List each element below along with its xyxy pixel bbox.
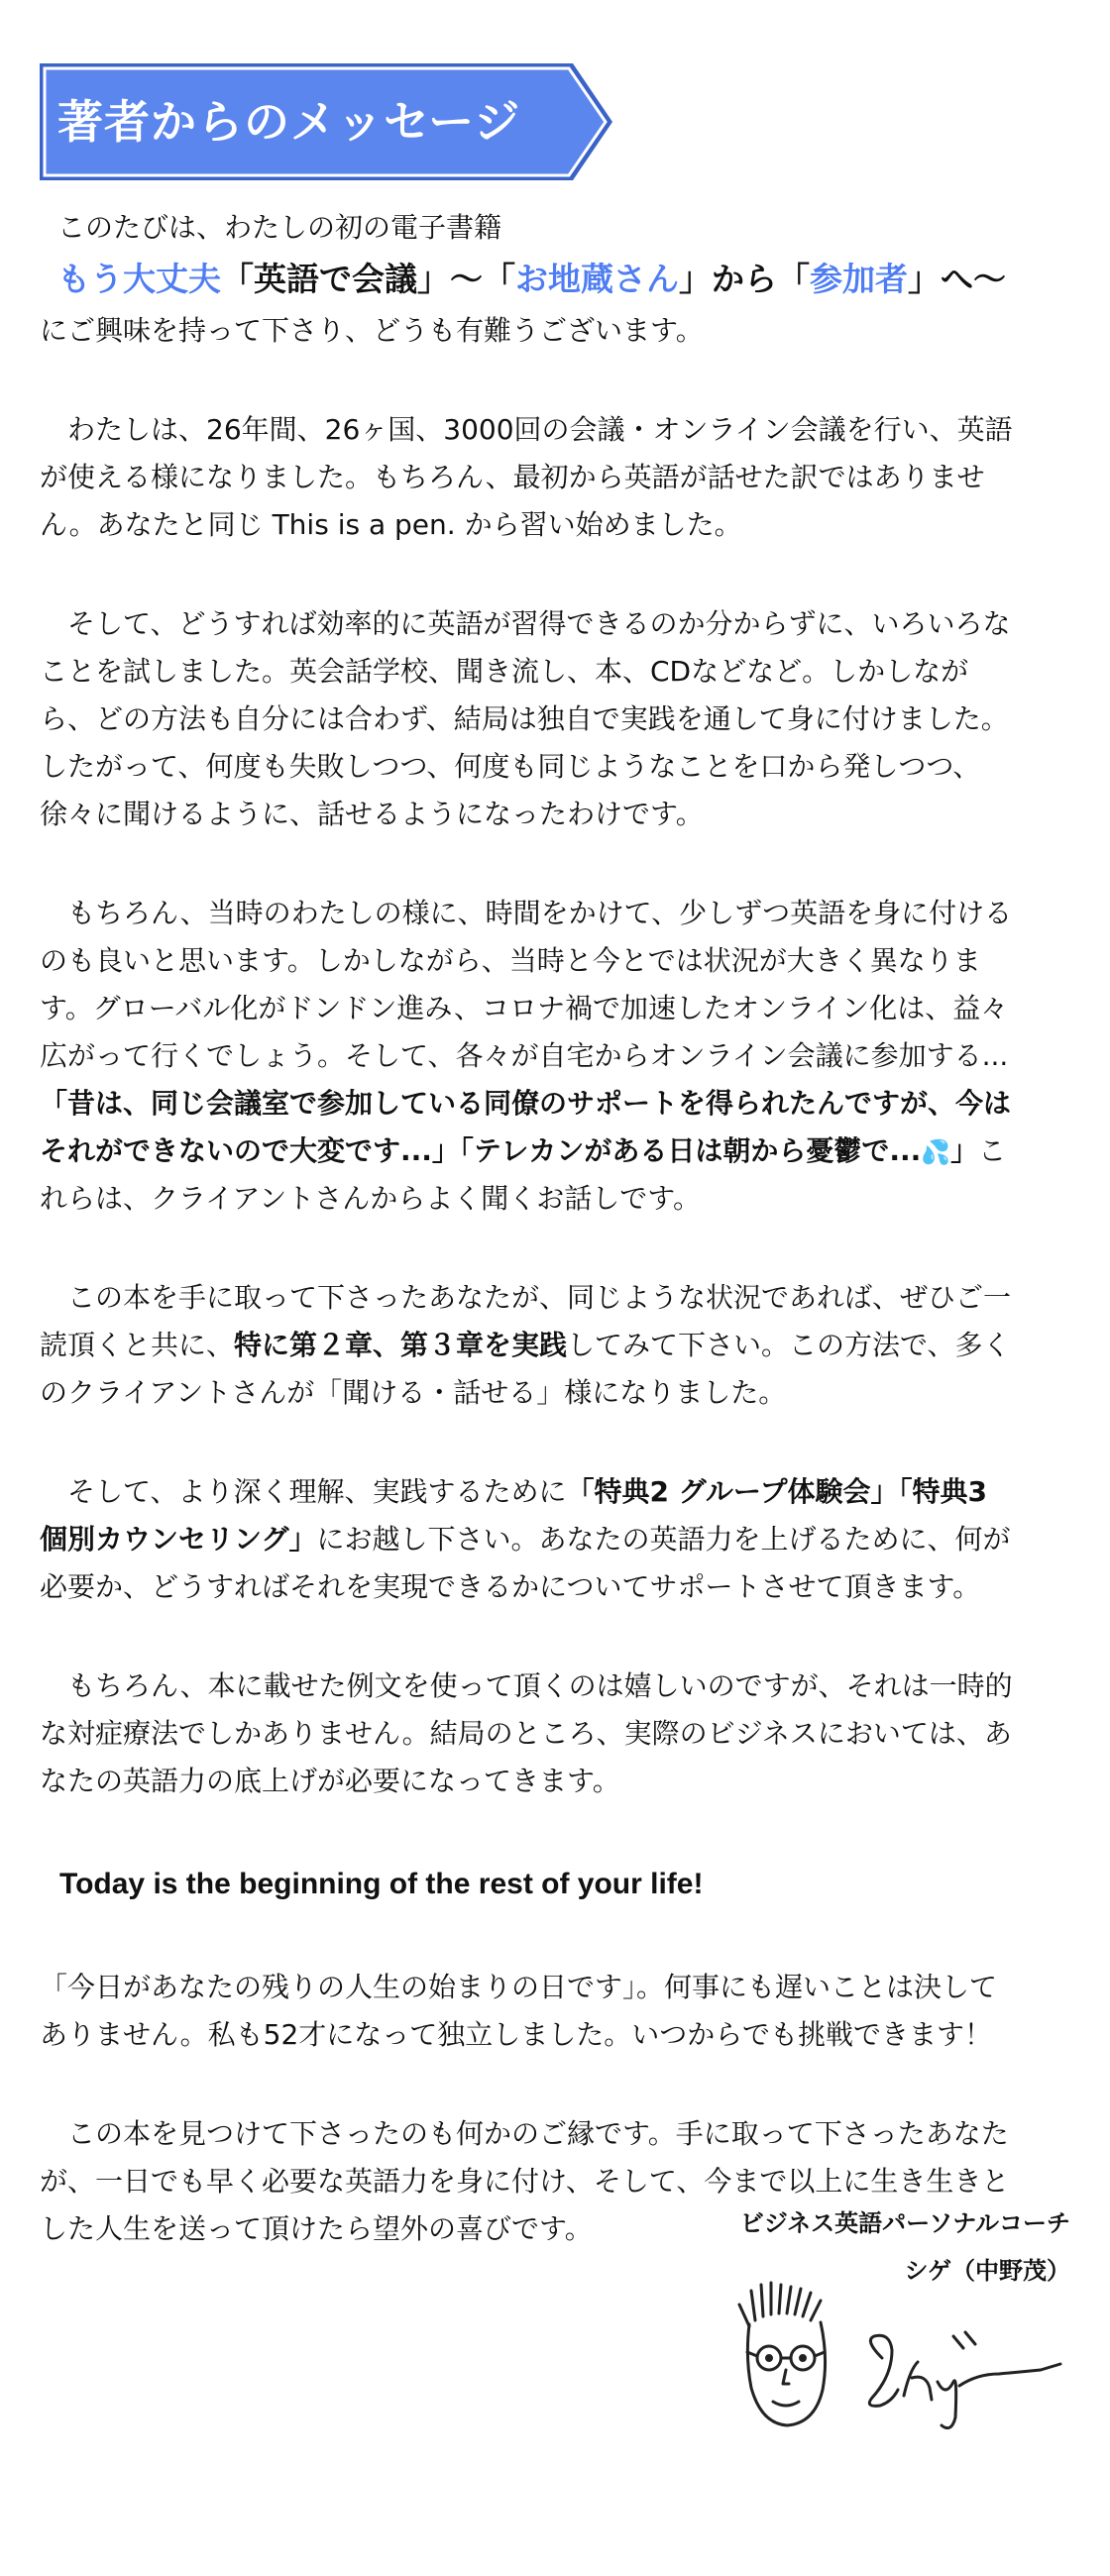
message-body (40, 204, 1070, 2253)
paragraph-line: なたの英語力の底上げが必要になってきます。 (40, 1765, 620, 1797)
paragraph-line: もちろん、本に載せた例文を使って頂くのは嬉しいのですが、それは一時的 (67, 1669, 1013, 1702)
paragraph-line: れらは、クライアントさんからよく聞くお話しです。 (40, 1182, 701, 1215)
paragraph-line: ん。あなたと同じ This is a pen. から習い始めました。 (40, 508, 742, 541)
intro-line: このたびは、わたしの初の電子書籍 (57, 211, 502, 244)
paragraph-line: 読頂くと共に、特に第２章、第３章を実践してみて下さい。この方法で、多く (40, 1329, 1011, 1361)
paragraph-line: もちろん、当時のわたしの様に、時間をかけて、少しずつ英語を身に付ける (67, 897, 1013, 929)
paragraph-line: 「今日があなたの残りの人生の始まりの日です」。何事にも遅いことは決して (40, 1971, 998, 2003)
paragraph-line: が、一日でも早く必要な英語力を身に付け、そして、今まで以上に生き生きと (40, 2165, 1010, 2198)
header-banner (38, 61, 614, 182)
paragraph-line: そして、より深く理解、実践するために「特典2 グループ体験会」「特典3 (67, 1475, 987, 1508)
paragraph-line: な対症療法でしかありません。結局のところ、実際のビジネスにおいては、あ (40, 1717, 1012, 1750)
motto-heading: Today is the beginning of the rest of your life! (59, 1868, 704, 1900)
paragraph-line: した人生を送って頂けたら望外の喜びです。 (40, 2212, 593, 2245)
paragraph-line: ありません。私も52才になって独立しました。いつからでも挑戦できます！ (40, 2018, 993, 2051)
author-portrait (733, 2279, 1070, 2441)
paragraph-line: わたしは、26年間、26ヶ国、3000回の会議・オンライン会議を行い、英語 (67, 413, 1013, 446)
paragraph-line: ことを試しました。英会話学校、聞き流し、本、CDなどなど。しかしなが (40, 655, 969, 688)
paragraph-line: 個別カウンセリング」にお越し下さい。あなたの英語力を上げるために、何が (40, 1523, 1011, 1556)
paragraph-line: この本を見つけて下さったのも何かのご縁です。手に取って下さったあなた (67, 2117, 1009, 2150)
paragraph-line: したがって、何度も失敗しつつ、何度も同じようなことを口から発しつつ、 (40, 750, 981, 783)
paragraph-line: 必要か、どうすればそれを実現できるかについてサポートさせて頂きます。 (40, 1570, 981, 1603)
paragraph-line: のも良いと思います。しかしながら、当時と今とでは状況が大きく異なりま (40, 944, 981, 977)
paragraph-line: 徐々に聞けるように、話せるようになったわけです。 (40, 798, 704, 830)
book-title: もう大丈夫「英語で会議」～「お地蔵さん」から「参加者」へ～ (57, 260, 1006, 298)
quote-line: 「昔は、同じ会議室で参加している同僚のサポートを得られたんですが、今は (40, 1087, 1012, 1120)
intro-line: にご興味を持って下さり、どうも有難うございます。 (40, 314, 704, 347)
paragraph-line: す。グローバル化がドンドン進み、コロナ禍で加速したオンライン化は、益々 (40, 992, 1009, 1024)
author-role: ビジネス英語パーソナルコーチ (739, 2209, 1070, 2237)
paragraph-line: 広がって行くでしょう。そして、各々が自宅からオンライン会議に参加する... (40, 1039, 1009, 1072)
page-title: 著者からのメッセージ (57, 95, 521, 149)
sweat-drop-icon: 💦 (921, 1138, 951, 1166)
paragraph-line: この本を手に取って下さったあなたが、同じような状況であれば、ぜひご一 (67, 1281, 1012, 1314)
paragraph-line: が使える様になりました。もちろん、最初から英語が話せた訳ではありませ (40, 461, 985, 493)
paragraph-line: ら、どの方法も自分には合わず、結局は独自で実践を通して身に付けました。 (40, 702, 1009, 735)
paragraph-line: そして、どうすれば効率的に英語が習得できるのか分からずに、いろいろな (67, 607, 1011, 640)
face-sketch-icon (733, 2279, 1070, 2437)
paragraph-line: のクライアントさんが「聞ける・話せる」様になりました。 (40, 1376, 787, 1409)
quote-line: それができないので大変です...」「テレカンがある日は朝から憂鬱で...💦」こ (40, 1134, 1007, 1167)
author-name: シゲ（中野茂） (904, 2257, 1070, 2285)
